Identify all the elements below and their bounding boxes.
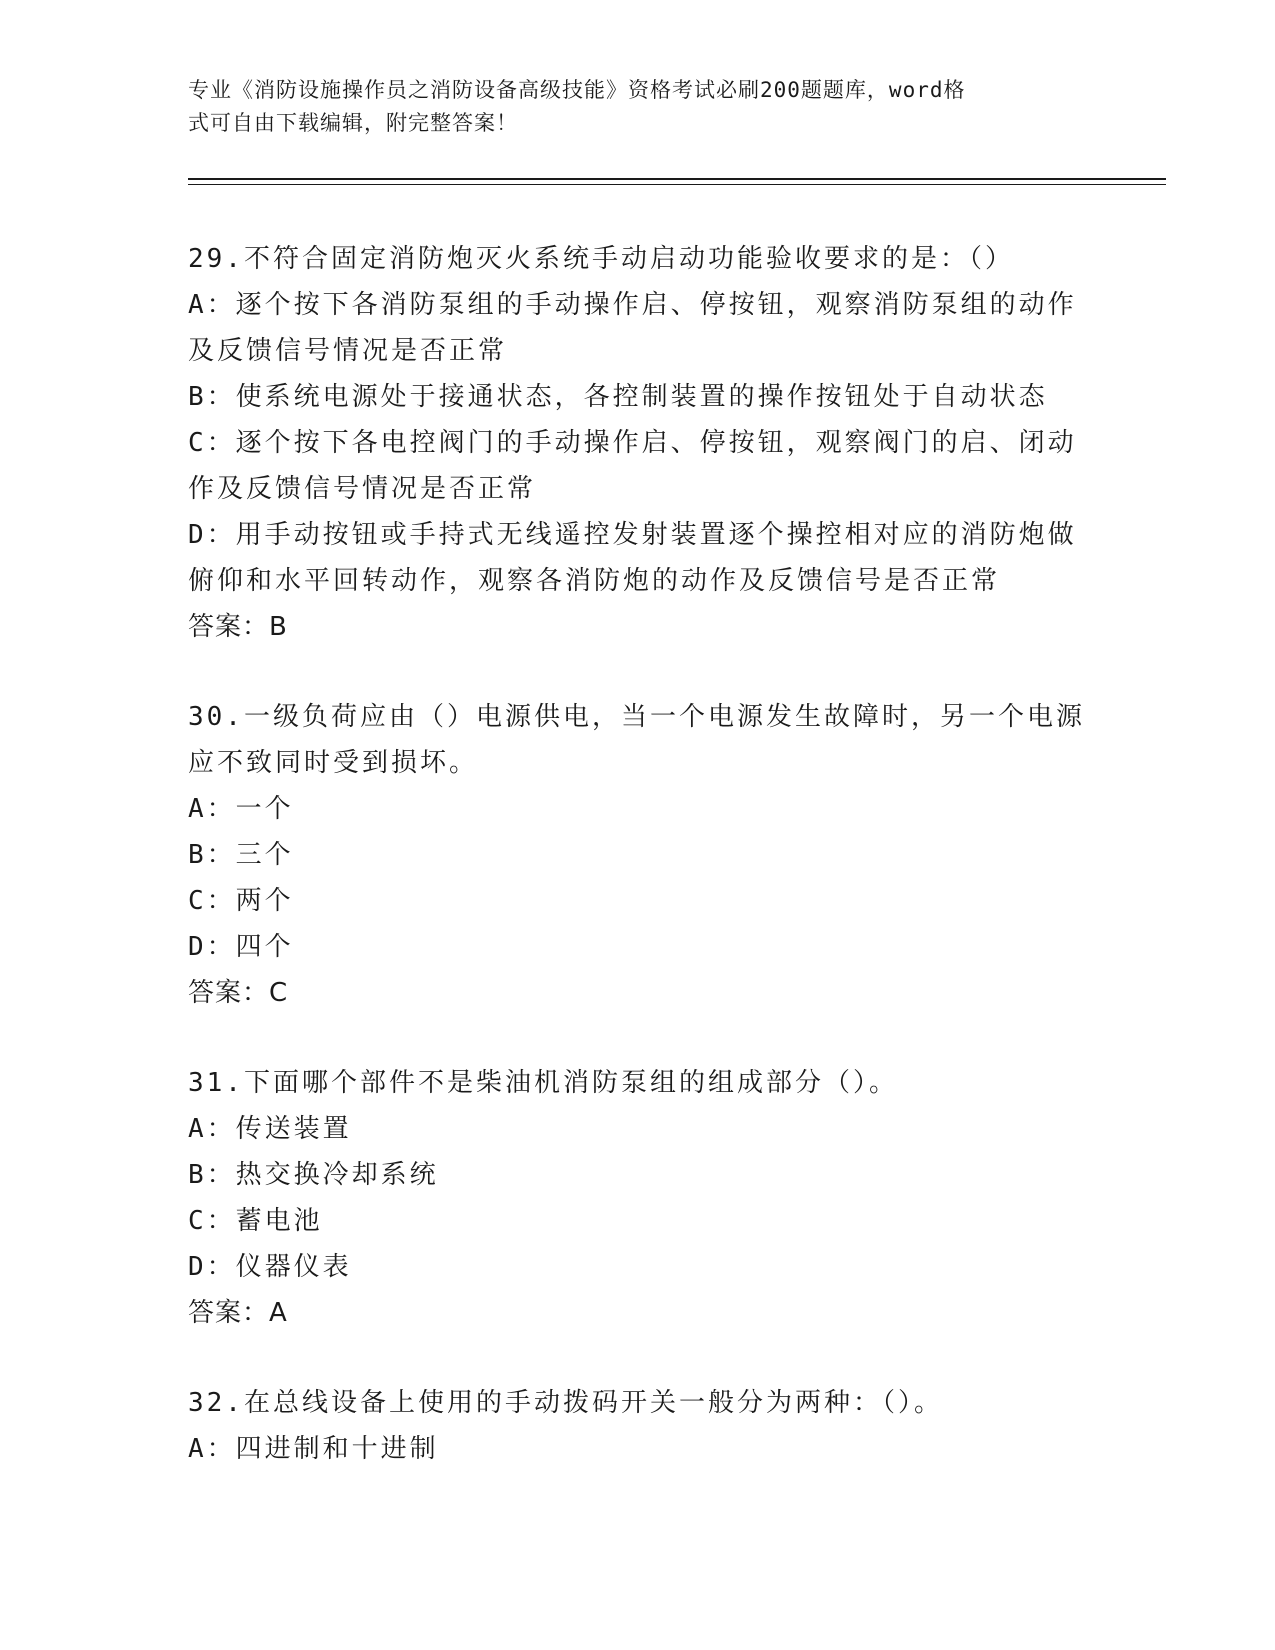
answer-line: 答案：B (188, 612, 288, 642)
question-stem-line: 31.下面哪个部件不是柴油机消防泵组的组成部分（）。 (188, 1068, 898, 1098)
option-line: A：传送装置 (188, 1114, 352, 1144)
option-line: A：逐个按下各消防泵组的手动操作启、停按钮，观察消防泵组的动作 (188, 290, 1077, 320)
answer-line: 答案：C (188, 978, 289, 1008)
question-stem-line: 29.不符合固定消防炮灭火系统手动启动功能验收要求的是：（） (188, 244, 1014, 274)
option-line: C：两个 (188, 886, 294, 916)
option-line: D：仪器仪表 (188, 1252, 352, 1282)
option-line: D：四个 (188, 932, 294, 962)
option-line: A：四进制和十进制 (188, 1434, 439, 1464)
header-divider-thin (188, 184, 1166, 185)
question-block (188, 236, 1088, 650)
header-divider-thick (188, 178, 1166, 180)
question-block (188, 1380, 1088, 1472)
question-stem-line: 32.在总线设备上使用的手动拨码开关一般分为两种：（）。 (188, 1388, 943, 1418)
question-block (188, 694, 1088, 1016)
option-line: 及反馈信号情况是否正常 (188, 336, 508, 366)
option-line: B：三个 (188, 840, 294, 870)
option-line: 作及反馈信号情况是否正常 (188, 474, 537, 504)
option-line: 俯仰和水平回转动作，观察各消防炮的动作及反馈信号是否正常 (188, 566, 1001, 596)
option-line: C：蓄电池 (188, 1206, 323, 1236)
header-line-2: 式可自由下载编辑，附完整答案！ (188, 111, 518, 135)
answer-line: 答案：A (188, 1298, 288, 1328)
header-line-1: 专业《消防设施操作员之消防设备高级技能》资格考试必刷200题题库，word格 (188, 78, 966, 102)
option-line: A：一个 (188, 794, 294, 824)
question-stem-line: 30.一级负荷应由（）电源供电，当一个电源发生故障时，另一个电源 (188, 702, 1085, 732)
option-line: B：热交换冷却系统 (188, 1160, 439, 1190)
option-line: D：用手动按钮或手持式无线遥控发射装置逐个操控相对应的消防炮做 (188, 520, 1077, 550)
question-stem-line: 应不致同时受到损坏。 (188, 748, 479, 778)
option-line: C：逐个按下各电控阀门的手动操作启、停按钮，观察阀门的启、闭动 (188, 428, 1077, 458)
option-line: B：使系统电源处于接通状态，各控制装置的操作按钮处于自动状态 (188, 382, 1048, 412)
question-list (188, 236, 1088, 1516)
question-block (188, 1060, 1088, 1336)
document-header (188, 74, 1068, 140)
